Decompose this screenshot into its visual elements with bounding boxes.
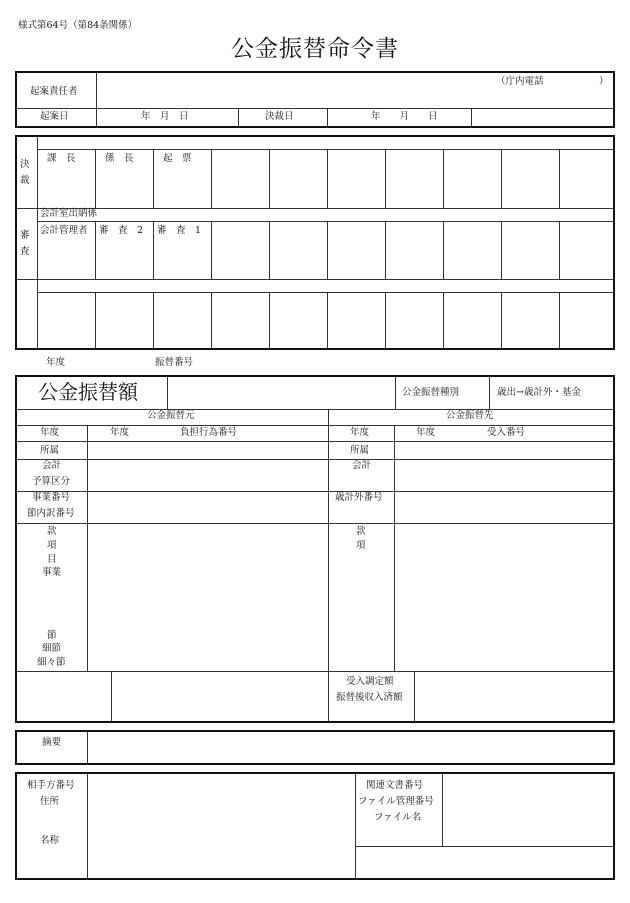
src-year2-label: 年度 [110, 427, 130, 438]
approval-section [15, 135, 615, 350]
transfer-number-label: 振替番号 [155, 357, 194, 368]
kessai-char-2: 裁 [20, 175, 30, 186]
form-number: 様式第64号（第84条関係） [18, 20, 138, 31]
drafter-label: 起案責任者 [30, 86, 78, 97]
kihyo-label: 起 票 [163, 153, 192, 164]
src-year-label: 年度 [40, 427, 60, 438]
after-receive-label: 振替後収入済額 [336, 692, 403, 703]
partner-section [15, 772, 615, 880]
dst-kan-label: 款 [356, 526, 366, 537]
summary-section [15, 730, 615, 765]
partner-number-label: 相手方番号 [27, 780, 75, 791]
dst-dept-label: 所属 [350, 445, 370, 456]
shinsa-char-2: 査 [20, 246, 30, 257]
dest-header: 公金振替先 [446, 410, 494, 421]
office-label: 会計室出納係 [40, 208, 98, 219]
src-setsu-label: 節 [47, 630, 57, 641]
page-title: 公金振替命令書 [231, 36, 399, 62]
related-doc-label: 関連文書番号 [366, 780, 424, 791]
draft-date-label: 起案日 [40, 111, 69, 122]
dst-kou-label: 項 [356, 540, 366, 551]
shinsa1-label: 審 査 1 [157, 225, 202, 236]
name-label: 名称 [40, 835, 60, 846]
src-kou-label: 項 [47, 540, 57, 551]
src-jigyo-label: 事業 [42, 567, 62, 578]
decision-date-value: 年 月 日 [371, 111, 438, 122]
src-act-number-label: 負担行為番号 [180, 427, 238, 438]
kakaricho-label: 係 長 [105, 153, 134, 164]
src-moku-label: 目 [47, 554, 57, 565]
address-label: 住所 [40, 796, 60, 807]
kessai-char-1: 決 [20, 159, 30, 170]
transfer-type-value: 歳出→歳計外・基金 [497, 387, 581, 398]
src-account-label: 会計 [42, 460, 62, 471]
shinsa-char-1: 審 [20, 230, 30, 241]
summary-label: 摘要 [42, 737, 62, 748]
src-project-label: 事業番号 [32, 492, 71, 503]
kacho-label: 課 長 [47, 153, 76, 164]
transfer-type-label: 公金振替種別 [402, 387, 460, 398]
draft-date-value: 年 月 日 [141, 111, 189, 122]
file-name-label: ファイル名 [374, 812, 422, 823]
src-budget-label: 予算区分 [32, 476, 71, 487]
src-saisaisetsu-label: 細々節 [37, 657, 66, 668]
shinsa2-label: 審 査 2 [99, 225, 144, 236]
decision-date-label: 決裁日 [265, 111, 294, 122]
dst-receive-number-label: 受入番号 [487, 427, 526, 438]
amount-title: 公金振替額 [38, 380, 138, 404]
src-kan-label: 款 [47, 526, 57, 537]
src-subitem-label: 節内訳番号 [27, 508, 75, 519]
dst-extra-label: 歳計外番号 [335, 492, 383, 503]
file-mgmt-label: ファイル管理番号 [358, 796, 434, 807]
dst-year-label: 年度 [350, 427, 370, 438]
phone-close: ） [599, 76, 609, 87]
kanrisha-label: 会計管理者 [40, 225, 88, 236]
fiscal-year-label: 年度 [46, 357, 66, 368]
dst-account-label: 会計 [352, 460, 372, 471]
source-header: 公金振替元 [147, 410, 195, 421]
src-dept-label: 所属 [40, 445, 60, 456]
dst-year2-label: 年度 [416, 427, 436, 438]
phone-label: （庁内電話 [496, 76, 544, 87]
receive-adjust-label: 受入調定額 [346, 676, 394, 687]
src-saisetsu-label: 細節 [42, 643, 62, 654]
